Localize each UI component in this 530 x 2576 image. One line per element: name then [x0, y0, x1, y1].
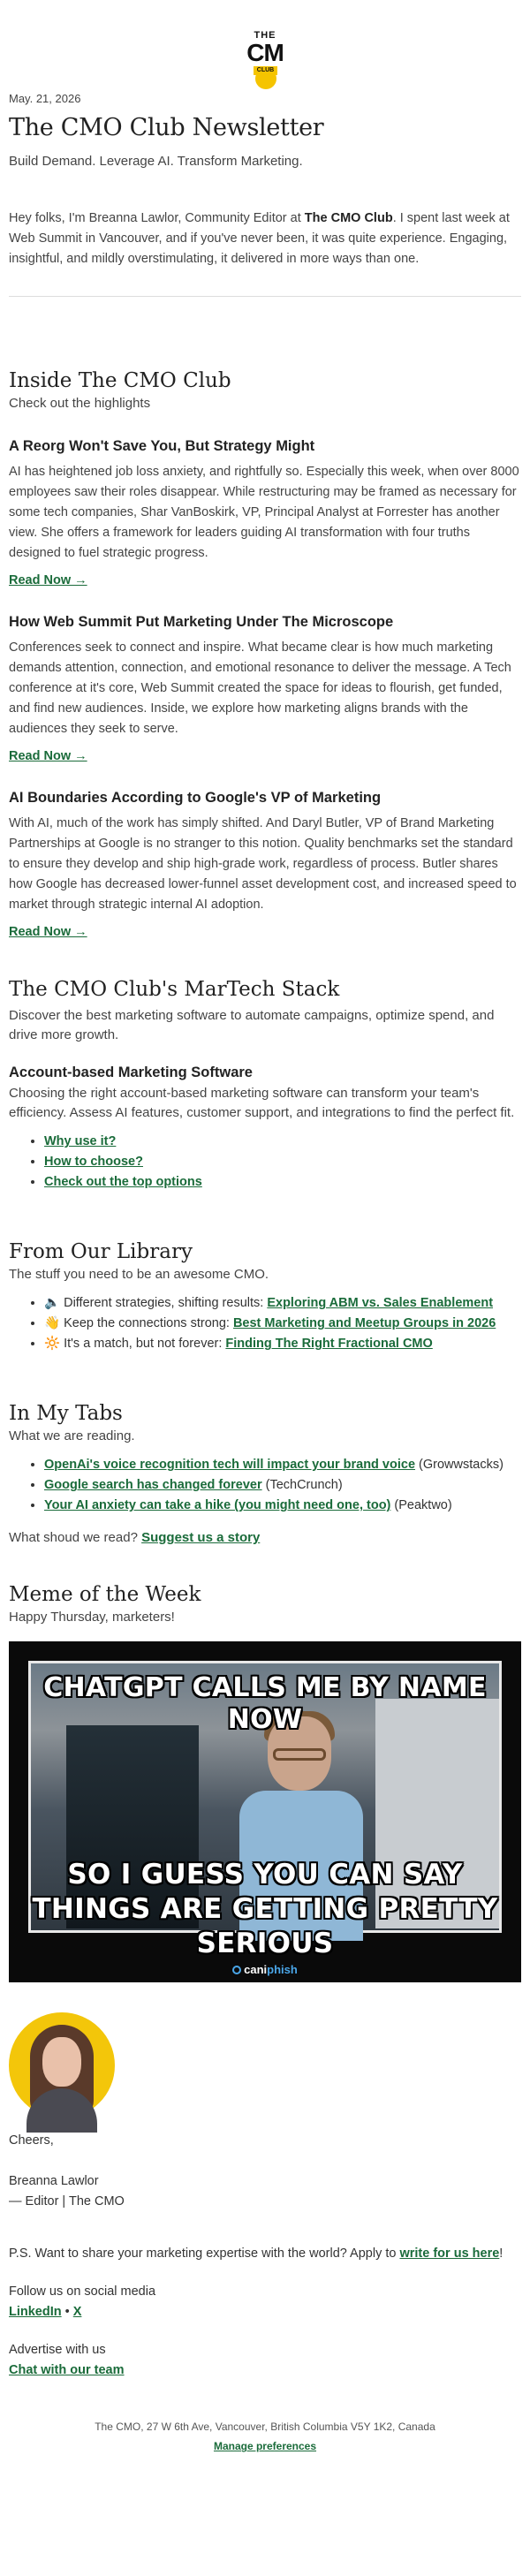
avatar-face	[42, 2037, 81, 2087]
section-subtitle-martech: Discover the best marketing software to automate campaigns, optimize spend, and drive more growth.	[9, 1008, 495, 1043]
cheers: Cheers,	[9, 2133, 54, 2148]
read-now-link[interactable]: Read Now →	[9, 925, 87, 940]
tabs-source: (Growwstacks)	[415, 1458, 504, 1473]
cmo-club-logo[interactable]	[238, 30, 292, 83]
section-title-inside: Inside The CMO Club	[9, 369, 231, 393]
meme-photo	[28, 1661, 502, 1960]
intro-brand: The CMO Club	[304, 211, 393, 226]
tabs-source: (Peaktwo)	[390, 1498, 452, 1513]
footer-address: The CMO, 27 W 6th Ave, Vancouver, British Columbia V5Y 1K2, Canada	[95, 2421, 435, 2434]
section-subtitle-inside: Check out the highlights	[9, 396, 151, 412]
linkedin-link[interactable]: LinkedIn	[9, 2305, 62, 2320]
section-subtitle-meme: Happy Thursday, marketers!	[9, 1610, 175, 1625]
tabs-source: (TechCrunch)	[261, 1478, 343, 1493]
library-link[interactable]: Finding The Right Fractional CMO	[225, 1337, 433, 1352]
brightness-icon: 🔆	[44, 1337, 61, 1352]
logo-the: THE	[254, 30, 276, 41]
meme-glasses	[273, 1748, 326, 1761]
editor-name: Breanna Lawlor	[9, 2174, 99, 2189]
intro-text-b: . I spent last week at Web Summit in Vancouver, and if you've never been, it was quite experience. Engaging, insightful, and mildly overstimulating, it delivered in more ways than one.	[9, 211, 510, 267]
top-options-link[interactable]: Check out the top options	[44, 1175, 202, 1190]
library-link[interactable]: Best Marketing and Meetup Groups in 2026	[232, 1316, 496, 1331]
section-title-martech: The CMO Club's MarTech Stack	[9, 978, 340, 1002]
follow-text: Follow us on social media	[9, 2284, 156, 2299]
library-list	[44, 1293, 521, 1354]
martech-links	[44, 1132, 521, 1193]
editor-role: — Editor | The CMO	[9, 2194, 125, 2209]
ps-end: !	[499, 2246, 504, 2262]
article-body: With AI, much of the work has simply shifted. And Daryl Butler, VP of Brand Marketing Partnerships at Google is no stranger to this notion. Quality benchmarks set the standard to ensure they develop and ship high-grade work, regardless of process. Butler shares how Google has decreased lower-funnel asset development cost, and increased speed to market through strategic internal AI adoption.	[9, 816, 517, 913]
newsletter-title: The CMO Club Newsletter	[9, 114, 324, 142]
tabs-link[interactable]: Your AI anxiety can take a hike (you might need one, too)	[44, 1498, 391, 1513]
article-body: Conferences seek to connect and inspire. What became clear is how much marketing demands attention, connection, and emotional resonance to deliver the message. A Tech conference at it's core, Web Summit created the space for ideas to flourish, get funded, and find new audiences. Inside, we explore how marketing aligns brands with the audiences they seek to serve.	[9, 640, 511, 737]
article-title: AI Boundaries According to Google's VP of Marketing	[9, 790, 382, 807]
manage-preferences-link[interactable]: Manage preferences	[213, 2440, 317, 2453]
tabs-list	[44, 1455, 521, 1516]
list-item	[44, 1132, 521, 1152]
article-title: A Reorg Won't Save You, But Strategy Might	[9, 438, 315, 455]
article-2	[9, 612, 521, 765]
advertise-text: Advertise with us	[9, 2343, 106, 2358]
library-item-text: It's a match, but not forever:	[64, 1337, 226, 1352]
library-item-text: Keep the connections strong:	[64, 1316, 233, 1331]
list-item	[44, 1334, 521, 1354]
speaker-icon: 🔈	[44, 1296, 61, 1311]
tabs-link[interactable]: Google search has changed forever	[44, 1478, 262, 1493]
how-to-choose-link[interactable]: How to choose?	[44, 1155, 143, 1170]
suggest-prompt	[9, 1528, 521, 1548]
meme-credit	[9, 1963, 521, 1977]
social-separator: •	[61, 2305, 73, 2320]
read-now-link[interactable]: Read Now →	[9, 749, 87, 764]
section-title-library: From Our Library	[9, 1240, 193, 1264]
footer	[9, 2418, 521, 2455]
header-logo	[9, 0, 521, 87]
tagline: Build Demand. Leverage AI. Transform Marketing.	[9, 154, 303, 170]
meme-image	[9, 1641, 521, 1982]
write-for-us-link[interactable]: write for us here	[399, 2246, 500, 2262]
logo-cmo: CM	[238, 40, 292, 93]
list-item	[44, 1475, 521, 1496]
intro-paragraph	[9, 208, 521, 269]
list-item	[44, 1455, 521, 1475]
advertise-cta	[9, 2360, 521, 2381]
why-use-link[interactable]: Why use it?	[44, 1134, 117, 1149]
section-title-meme: Meme of the Week	[9, 1583, 201, 1607]
meme-top-text: CHATGPT CALLS ME BY NAME NOW	[43, 1672, 487, 1736]
article-3	[9, 788, 521, 941]
martech-item-body: Choosing the right account-based marketing software can transform your team's efficiency. Assess AI features, customer support, and integrations to find the perfect fit.	[9, 1086, 515, 1121]
ps-text: P.S. Want to share your marketing expertise with the world? Apply to	[9, 2246, 400, 2262]
meme-bottom-text: SO I GUESS YOU CAN SAY THINGS ARE GETTING PRETTY SERIOUS	[32, 1859, 498, 1960]
section-subtitle-library: The stuff you need to be an awesome CMO.	[9, 1267, 269, 1283]
article-title: How Web Summit Put Marketing Under The Microscope	[9, 614, 394, 631]
logo-club-badge: CLUB	[254, 66, 277, 75]
list-item	[44, 1314, 521, 1334]
ps-note	[9, 2244, 521, 2264]
list-item	[44, 1152, 521, 1172]
divider	[9, 296, 521, 297]
credit-a: cani	[244, 1963, 268, 1977]
suggest-text: What shoud we read?	[9, 1530, 142, 1546]
caniphish-logo-icon	[232, 1966, 241, 1974]
list-item	[44, 1293, 521, 1314]
credit-b: phish	[267, 1963, 298, 1977]
social-links	[9, 2302, 521, 2322]
library-link[interactable]: Exploring ABM vs. Sales Enablement	[267, 1296, 494, 1311]
chat-with-team-link[interactable]: Chat with our team	[9, 2363, 125, 2378]
waving-hand-icon: 👋	[44, 1316, 61, 1331]
issue-date: May. 21, 2026	[9, 92, 81, 105]
library-item-text: Different strategies, shifting results:	[64, 1296, 268, 1311]
intro-text-a: Hey folks, I'm Breanna Lawlor, Community Editor at	[9, 211, 305, 226]
list-item	[44, 1172, 521, 1193]
section-subtitle-tabs: What we are reading.	[9, 1428, 135, 1444]
read-now-link[interactable]: Read Now →	[9, 573, 87, 588]
section-title-tabs: In My Tabs	[9, 1402, 123, 1426]
suggest-story-link[interactable]: Suggest us a story	[141, 1530, 261, 1546]
list-item	[44, 1496, 521, 1516]
x-link[interactable]: X	[72, 2305, 82, 2320]
avatar	[9, 2012, 115, 2118]
martech-item-title: Account-based Marketing Software	[9, 1064, 253, 1081]
tabs-link[interactable]: OpenAi's voice recognition tech will impact your brand voice	[44, 1458, 416, 1473]
article-1	[9, 436, 521, 589]
article-body: AI has heightened job loss anxiety, and rightfully so. Especially this week, when over 8000 employees saw their roles disappear. While restructuring may be framed as necessary for some tech companies, Shar VanBoskirk, VP, Principal Analyst at Forrester has another view. She offers a framework for leaders guiding AI transformation with four truths designed to fuel strategic progress.	[9, 465, 519, 561]
